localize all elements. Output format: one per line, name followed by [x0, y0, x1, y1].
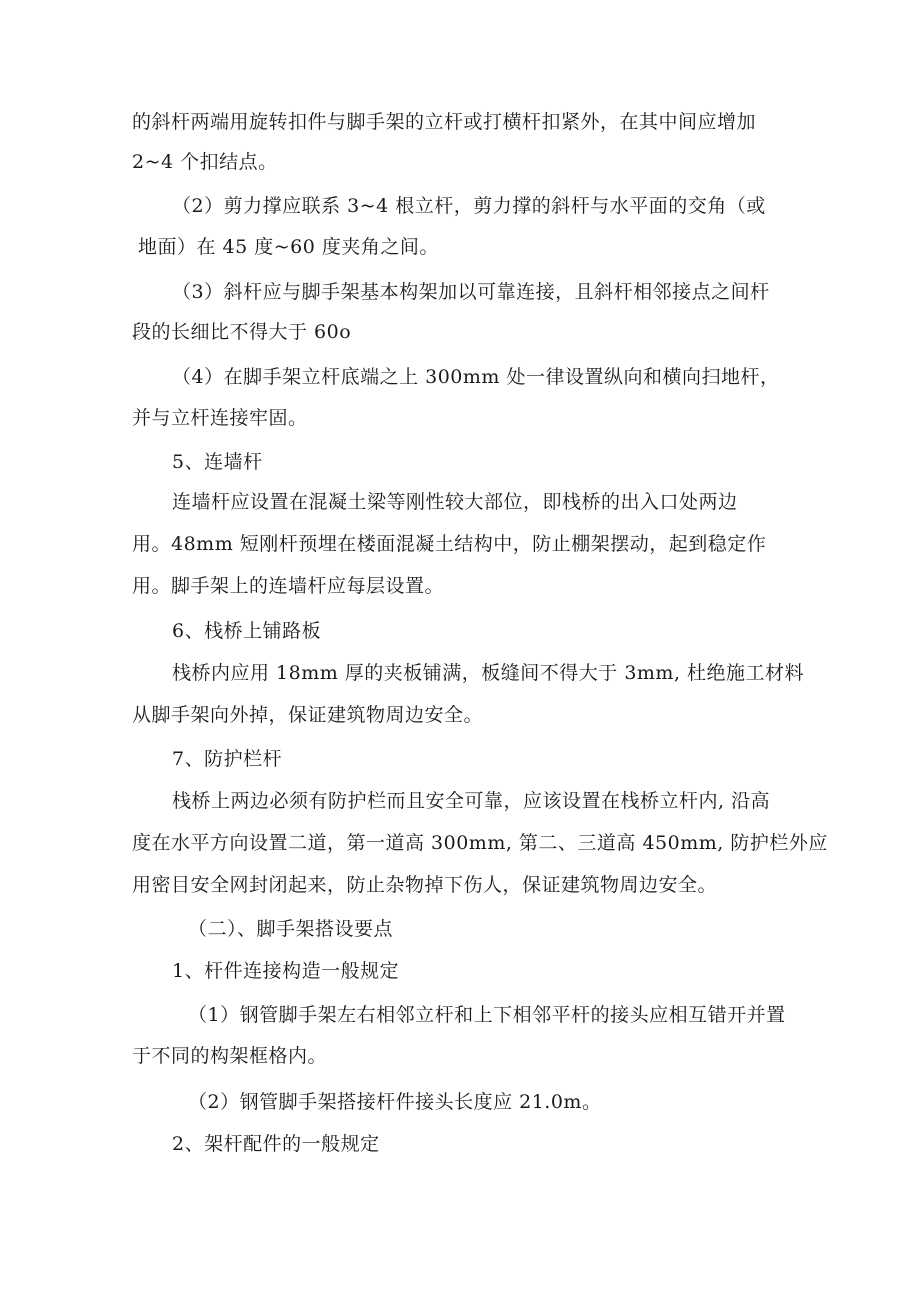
- section-heading: （二）、脚手架搭设要点: [188, 918, 394, 940]
- text-line: （2）剪力撑应联系 3~4 根立杆，剪力撑的斜杆与水平面的交角（或: [172, 195, 766, 217]
- text-line: 栈桥内应用 18mm 厚的夹板铺满，板缝间不得大于 3mm, 杜绝施工材料: [172, 662, 805, 684]
- text-line: 2~4 个扣结点。: [132, 151, 278, 173]
- section-heading: 1、杆件连接构造一般规定: [172, 960, 400, 982]
- text-line: 段的长细比不得大于 60o: [132, 321, 352, 343]
- section-heading: 6、栈桥上铺路板: [172, 620, 322, 642]
- section-heading: 5、连墙杆: [172, 451, 263, 473]
- section-heading: 7、防护栏杆: [172, 748, 283, 770]
- section-heading: 2、架杆配件的一般规定: [172, 1133, 380, 1155]
- text-line: 用。48mm 短刚杆预埋在楼面混凝土结构中，防止棚架摆动，起到稳定作: [132, 533, 767, 555]
- text-line: 于不同的构架框格内。: [132, 1045, 328, 1067]
- text-line: （4）在脚手架立杆底端之上 300mm 处一律设置纵向和横向扫地杆，: [172, 366, 780, 388]
- text-line: 连墙杆应设置在混凝土梁等刚性较大部位，即栈桥的出入口处两边: [172, 491, 738, 513]
- text-line: （1）钢管脚手架左右相邻立杆和上下相邻平杆的接头应相互错开并置: [188, 1004, 786, 1026]
- text-line: 用。脚手架上的连墙杆应每层设置。: [132, 575, 445, 597]
- text-line: 地面）在 45 度~60 度夹角之间。: [138, 236, 439, 258]
- text-line: 的斜杆两端用旋转扣件与脚手架的立杆或打横杆扣紧外，在其中间应增加: [132, 111, 757, 133]
- text-line: 从脚手架向外掉，保证建筑物周边安全。: [132, 704, 484, 726]
- text-line: （2）钢管脚手架搭接杆件接头长度应 21.0m。: [188, 1091, 602, 1113]
- text-line: 度在水平方向设置二道，第一道高 300mm, 第二、三道高 450mm, 防护栏外应: [132, 832, 828, 854]
- text-line: 用密目安全网封闭起来，防止杂物掉下伤人，保证建筑物周边安全。: [132, 874, 718, 896]
- text-line: 栈桥上两边必须有防护栏而且安全可靠，应该设置在栈桥立杆内, 沿高: [172, 790, 771, 812]
- text-line: （3）斜杆应与脚手架基本构架加以可靠连接，且斜杆相邻接点之间杆: [172, 281, 770, 303]
- text-line: 并与立杆连接牢固。: [132, 407, 308, 429]
